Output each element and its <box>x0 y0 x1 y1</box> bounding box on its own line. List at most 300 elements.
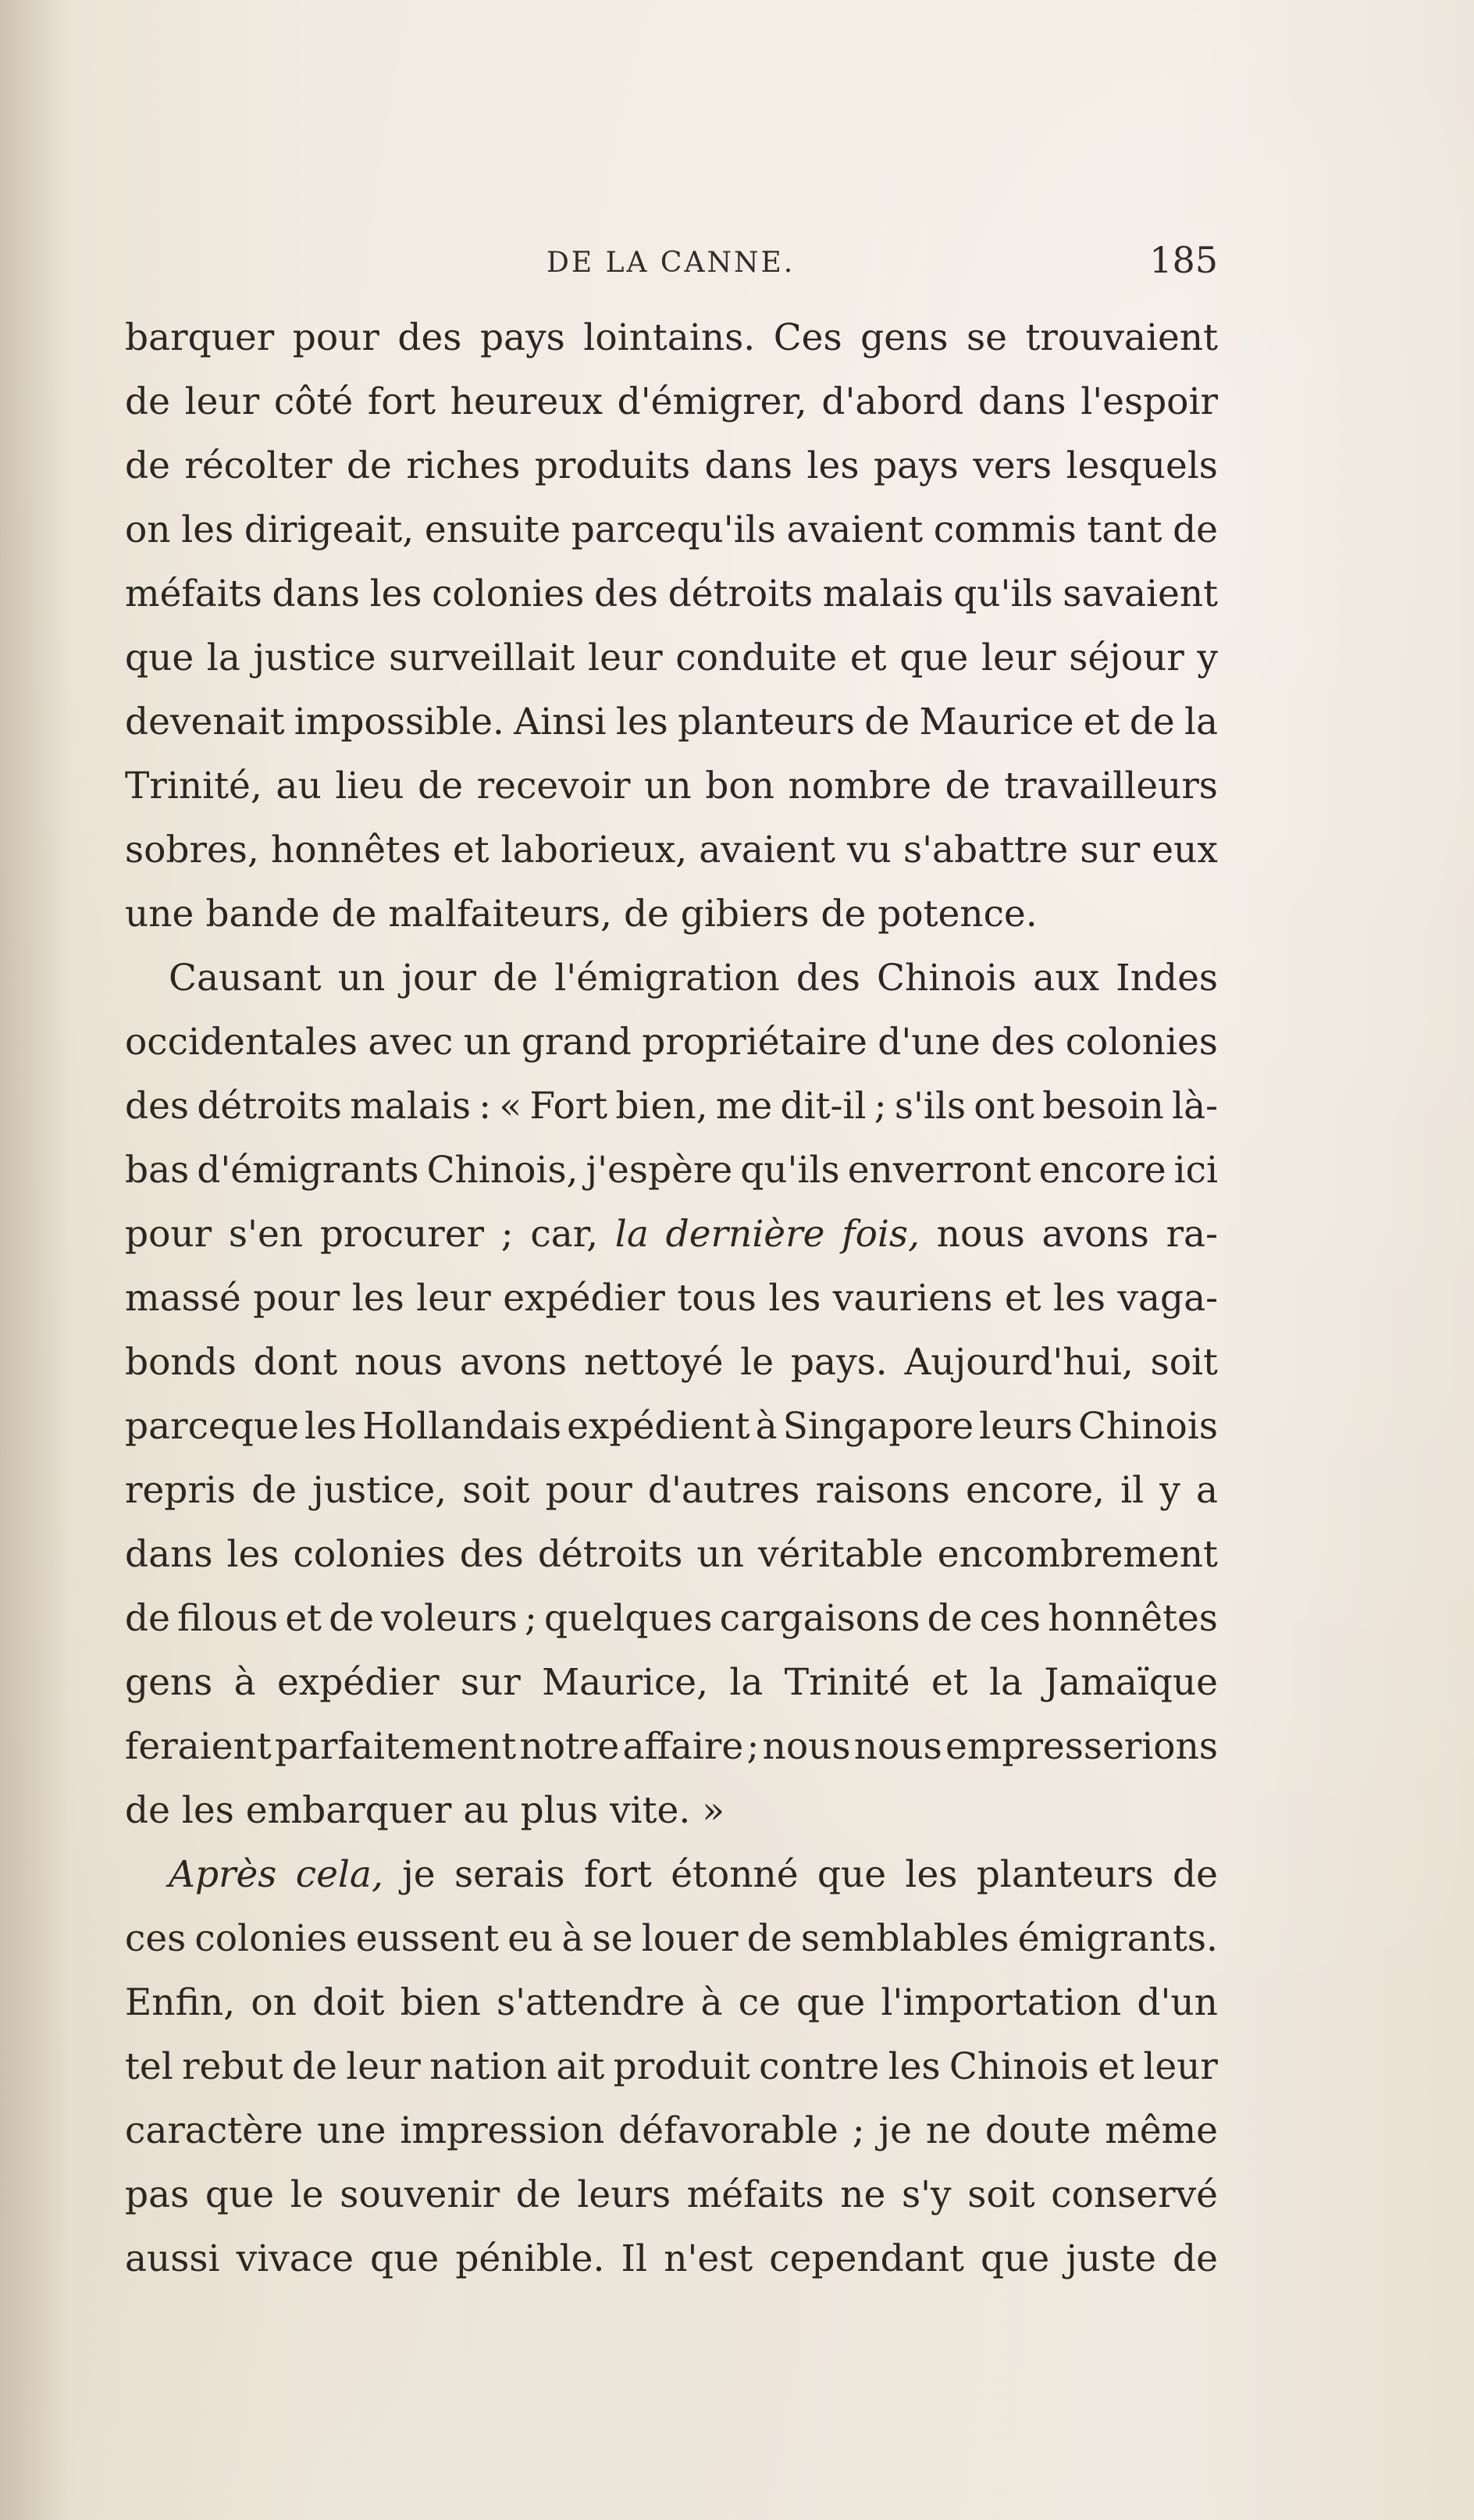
word: à <box>233 1661 256 1704</box>
word: gens <box>125 1661 213 1704</box>
word: là- <box>1172 1085 1218 1128</box>
word: colonies <box>1065 1021 1218 1064</box>
word: aussi <box>125 2237 220 2280</box>
word: véritable <box>758 1533 924 1576</box>
word: émigrants. <box>1017 1917 1218 1960</box>
word: au <box>463 1789 509 1832</box>
word: colonies <box>432 572 585 615</box>
word: et <box>452 829 490 871</box>
word: Fort <box>529 1085 608 1128</box>
word: pays <box>479 316 565 359</box>
text-line <box>125 946 1218 1010</box>
word: des <box>459 1533 524 1576</box>
word: me <box>715 1085 773 1128</box>
word: conduite <box>675 636 838 679</box>
word: ; <box>874 1085 887 1128</box>
word: jour <box>401 957 477 1000</box>
word: honnêtes <box>1048 1597 1218 1640</box>
word: à <box>561 1917 584 1960</box>
word: une <box>125 893 194 936</box>
word: je <box>878 2109 912 2152</box>
word: expédier <box>503 1277 665 1320</box>
word: ce <box>738 1981 781 2024</box>
word: se <box>966 316 1007 359</box>
word: fort <box>583 1853 652 1896</box>
word: tous <box>677 1277 757 1320</box>
text-line <box>125 1395 1218 1459</box>
word: leur <box>416 1277 491 1320</box>
word: Maurice, <box>542 1661 709 1704</box>
body-text <box>125 306 1218 2291</box>
word: ; <box>525 1597 537 1640</box>
word: devenait <box>125 700 285 743</box>
word: détroits <box>537 1533 683 1576</box>
word: malfaiteurs, <box>388 893 612 936</box>
text-line <box>125 1779 1218 1843</box>
word: laborieux, <box>500 829 688 871</box>
word: procurer <box>319 1213 485 1256</box>
text-line <box>125 370 1218 434</box>
word: nous <box>762 1725 851 1768</box>
word: de <box>291 2045 337 2088</box>
word: colonies <box>293 1533 446 1576</box>
word: pas <box>125 2173 190 2216</box>
text-line <box>125 434 1218 498</box>
word: » <box>702 1789 725 1832</box>
word: de <box>418 765 464 807</box>
word: Il <box>621 2237 648 2280</box>
word: malais <box>822 572 944 615</box>
word: ait <box>556 2045 605 2088</box>
word: Ces <box>773 316 842 359</box>
word: soit <box>462 1469 530 1512</box>
word: planteurs <box>678 700 856 743</box>
word: dans <box>125 1533 213 1576</box>
word: caractère <box>125 2109 304 2152</box>
word: Causant <box>169 957 322 1000</box>
word: sur <box>1080 829 1141 871</box>
word: nation <box>429 2045 547 2088</box>
word: de <box>125 380 170 423</box>
word: lointains. <box>583 316 756 359</box>
word: Chinois, <box>426 1149 579 1192</box>
word: planteurs <box>976 1853 1154 1896</box>
word: méfaits <box>125 572 262 615</box>
word: ont <box>974 1085 1034 1128</box>
word: on <box>251 1981 297 2024</box>
word: ; <box>852 2109 865 2152</box>
word: parceque <box>125 1405 299 1448</box>
word: y <box>1159 1469 1180 1512</box>
word: de <box>125 1597 170 1640</box>
word: a <box>1195 1469 1218 1512</box>
word: conservé <box>1051 2173 1218 2216</box>
text-line <box>125 1907 1218 1971</box>
word: que <box>370 2237 440 2280</box>
word: semblables <box>800 1917 1009 1960</box>
word: Maurice <box>919 700 1074 743</box>
word: que <box>125 636 194 679</box>
text-line <box>125 690 1218 754</box>
word: des <box>796 957 860 1000</box>
word: leur <box>588 636 663 679</box>
word: s'y <box>902 2173 952 2216</box>
word: Après <box>169 1853 277 1896</box>
word: de <box>945 765 991 807</box>
word: de <box>1173 508 1218 551</box>
word: l'émigration <box>554 957 780 1000</box>
word: justice <box>253 636 376 679</box>
word: Trinité <box>784 1661 910 1704</box>
word: souvenir <box>340 2173 500 2216</box>
word: que <box>817 1853 887 1896</box>
word: de <box>821 893 867 936</box>
word: d'un <box>1137 1981 1218 2024</box>
word: de <box>346 444 392 487</box>
word: qu'ils <box>953 572 1053 615</box>
word: les <box>369 572 422 615</box>
word: se <box>592 1917 633 1960</box>
word: d'autres <box>647 1469 800 1512</box>
word: que <box>899 636 969 679</box>
word: détroits <box>668 572 814 615</box>
word: récolter <box>184 444 333 487</box>
word: Jamaïque <box>1044 1661 1218 1704</box>
word: qu'ils <box>740 1149 840 1192</box>
word: ra- <box>1166 1213 1218 1256</box>
word: les <box>768 1277 821 1320</box>
word: avaient <box>699 829 835 871</box>
word: on <box>125 508 171 551</box>
word: Hollandais <box>362 1405 562 1448</box>
word: ; <box>746 1725 760 1768</box>
text-line <box>125 1010 1218 1075</box>
word: cela, <box>295 1853 383 1896</box>
word: nombre <box>788 765 932 807</box>
word: doute <box>984 2109 1091 2152</box>
text-line <box>125 1203 1218 1267</box>
word: des <box>397 316 462 359</box>
word: s'en <box>228 1213 304 1256</box>
word: expédient <box>567 1405 750 1448</box>
word: à <box>700 1981 723 2024</box>
word: vu <box>847 829 892 871</box>
word: les <box>1052 1277 1106 1320</box>
word: : <box>479 1085 492 1128</box>
word: potence. <box>878 893 1038 936</box>
word: filous <box>177 1597 279 1640</box>
word: une <box>317 2109 386 2152</box>
word: des <box>125 1085 190 1128</box>
word: leur <box>981 636 1056 679</box>
word: de <box>1173 1853 1218 1896</box>
word: les <box>806 444 860 487</box>
word: la <box>729 1661 764 1704</box>
text-line <box>125 498 1218 562</box>
word: dont <box>253 1341 338 1384</box>
word: serais <box>454 1853 565 1896</box>
word: n'est <box>664 2237 753 2280</box>
text-line <box>125 1523 1218 1587</box>
word: ; <box>500 1213 514 1256</box>
word: recevoir <box>476 765 631 807</box>
text-line <box>125 1715 1218 1779</box>
word: aux <box>1033 957 1099 1000</box>
word: grand <box>521 1021 632 1064</box>
word: détroits <box>197 1085 342 1128</box>
word: fois, <box>842 1213 920 1256</box>
word: tel <box>125 2045 173 2088</box>
text-line <box>125 2163 1218 2227</box>
word: voleurs <box>381 1597 518 1640</box>
word: de <box>1129 700 1175 743</box>
word: que <box>980 2237 1050 2280</box>
word: étonné <box>671 1853 799 1896</box>
word: les <box>351 1277 404 1320</box>
word: la <box>988 1661 1023 1704</box>
word: les <box>615 700 668 743</box>
word: j'espère <box>586 1149 733 1192</box>
word: de <box>746 1917 792 1960</box>
word: de <box>329 1597 375 1640</box>
word: dans <box>272 572 360 615</box>
word: sur <box>460 1661 521 1704</box>
word: ces <box>979 1597 1041 1640</box>
word: d'émigrants <box>197 1149 419 1192</box>
word: propriétaire <box>642 1021 867 1064</box>
word: d'émigrer, <box>617 380 807 423</box>
word: dit-il <box>780 1085 867 1128</box>
word: leur <box>346 2045 421 2088</box>
word: et <box>1098 2045 1134 2088</box>
word: s'ils <box>894 1085 967 1128</box>
word: vivace <box>236 2237 354 2280</box>
word: avons <box>459 1341 568 1384</box>
word: séjour <box>1069 636 1184 679</box>
text-line <box>125 2227 1218 2291</box>
word: feraient <box>125 1725 272 1768</box>
word: méfaits <box>686 2173 824 2216</box>
word: impression <box>400 2109 605 2152</box>
word: il <box>1120 1469 1145 1512</box>
word: de <box>515 2173 561 2216</box>
word: Enfin, <box>125 1981 236 2024</box>
running-title: DE LA CANNE. <box>547 247 796 279</box>
word: lesquels <box>1066 444 1218 487</box>
word: et <box>1004 1277 1041 1320</box>
word: de <box>927 1597 973 1640</box>
word: raisons <box>815 1469 950 1512</box>
word: cargaisons <box>719 1597 920 1640</box>
word: dernière <box>665 1213 825 1256</box>
word: gibiers <box>680 893 810 936</box>
word: sobres, <box>125 829 259 871</box>
word: produit <box>613 2045 750 2088</box>
word: affaire <box>622 1725 744 1768</box>
word: justice, <box>312 1469 447 1512</box>
word: savaient <box>1063 572 1218 615</box>
word: heureux <box>450 380 603 423</box>
word: rebut <box>182 2045 283 2088</box>
word: tant <box>1087 508 1162 551</box>
word: eussent <box>355 1917 500 1960</box>
text-line <box>125 562 1218 626</box>
word: Chinois <box>949 2045 1089 2088</box>
word: les <box>905 1853 958 1896</box>
word: l'espoir <box>1081 380 1218 423</box>
word: lieu <box>335 765 404 807</box>
word: vite. <box>610 1789 691 1832</box>
word: barquer <box>125 316 275 359</box>
word: repris <box>125 1469 236 1512</box>
word: travailleurs <box>1004 765 1218 807</box>
text-line <box>125 1971 1218 2035</box>
word: les <box>181 1789 234 1832</box>
text-line <box>125 1587 1218 1651</box>
word: ici <box>1173 1149 1218 1192</box>
word: de <box>125 1789 170 1832</box>
word: l'importation <box>881 1981 1122 2024</box>
text-line <box>125 1843 1218 1907</box>
word: ne <box>925 2109 971 2152</box>
word: honnêtes <box>270 829 441 871</box>
word: pays. <box>790 1341 888 1384</box>
word: plus <box>520 1789 599 1832</box>
word: soit <box>1150 1341 1218 1384</box>
text-line <box>125 2099 1218 2163</box>
word: Aujourd'hui, <box>904 1341 1134 1384</box>
word: avons <box>1041 1213 1149 1256</box>
word: un <box>644 765 692 807</box>
word: doit <box>312 1981 385 2024</box>
word: eu <box>507 1917 554 1960</box>
binding-shadow <box>0 0 70 2520</box>
word: empresserions <box>945 1725 1218 1768</box>
text-line <box>125 1139 1218 1203</box>
word: le <box>740 1341 774 1384</box>
word: de <box>125 444 170 487</box>
word: y <box>1197 636 1218 679</box>
word: nous <box>853 1725 942 1768</box>
word: car, <box>530 1213 599 1256</box>
word: encombrement <box>937 1533 1218 1576</box>
word: je <box>402 1853 436 1896</box>
word: soit <box>967 2173 1035 2216</box>
word: expédier <box>276 1661 440 1704</box>
word: la <box>206 636 240 679</box>
word: de <box>251 1469 297 1512</box>
word: vaga- <box>1117 1277 1218 1320</box>
word: eux <box>1152 829 1218 871</box>
text-line <box>125 1075 1218 1139</box>
word: vers <box>973 444 1052 487</box>
word: un <box>337 957 386 1000</box>
word: surveillait <box>389 636 575 679</box>
word: de <box>331 893 377 936</box>
word: que <box>796 1981 866 2024</box>
word: pour <box>125 1213 212 1256</box>
word: pays <box>873 444 959 487</box>
word: de <box>623 893 669 936</box>
word: pour <box>253 1277 340 1320</box>
word: trouvaient <box>1025 316 1218 359</box>
word: côté <box>273 380 354 423</box>
word: contre <box>759 2045 880 2088</box>
word: « <box>499 1085 522 1128</box>
word: bien <box>400 1981 481 2024</box>
word: nettoyé <box>583 1341 724 1384</box>
text-line <box>125 754 1218 818</box>
word: colonies <box>194 1917 347 1960</box>
word: leurs <box>577 2173 671 2216</box>
running-head <box>125 234 1218 297</box>
word: riches <box>406 444 521 487</box>
word: quelques <box>544 1597 713 1640</box>
word: avec <box>368 1021 454 1064</box>
word: les <box>888 2045 941 2088</box>
word: embarquer <box>245 1789 452 1832</box>
word: nous <box>354 1341 443 1384</box>
word: cependant <box>769 2237 964 2280</box>
word: et <box>931 1661 968 1704</box>
word: les <box>304 1405 357 1448</box>
word: parcequ'ils <box>571 508 776 551</box>
word: de <box>493 957 539 1000</box>
word: à <box>755 1405 778 1448</box>
text-line <box>125 1459 1218 1523</box>
word: de <box>864 700 910 743</box>
word: au <box>276 765 322 807</box>
word: ensuite <box>424 508 561 551</box>
word: dans <box>978 380 1066 423</box>
word: et <box>849 636 887 679</box>
word: encore, <box>966 1469 1105 1512</box>
word: bonds <box>125 1341 237 1384</box>
word: dirigeait, <box>244 508 415 551</box>
word: pour <box>545 1469 632 1512</box>
word: avaient <box>786 508 924 551</box>
word: bon <box>705 765 774 807</box>
word: commis <box>933 508 1077 551</box>
word: de <box>1173 2237 1218 2280</box>
word: Singapore <box>782 1405 974 1448</box>
word: un <box>696 1533 744 1576</box>
text-line <box>125 306 1218 370</box>
word: dans <box>704 444 793 487</box>
word: juste <box>1066 2237 1156 2280</box>
word: Chinois <box>1077 1405 1218 1448</box>
word: des <box>991 1021 1056 1064</box>
word: leur <box>1143 2045 1218 2088</box>
word: et <box>285 1597 322 1640</box>
word: Trinité, <box>125 765 262 807</box>
word: la <box>614 1213 649 1256</box>
word: d'une <box>878 1021 981 1064</box>
word: gens <box>860 316 949 359</box>
word: et <box>1083 700 1120 743</box>
word: enverront <box>847 1149 1031 1192</box>
page-number: 185 <box>1149 239 1218 281</box>
word: les <box>181 508 234 551</box>
word: pour <box>292 316 379 359</box>
word: vauriens <box>832 1277 993 1320</box>
word: ne <box>840 2173 886 2216</box>
word: impossible. <box>294 700 504 743</box>
word: bas <box>125 1149 190 1192</box>
word: louer <box>641 1917 739 1960</box>
word: que <box>205 2173 275 2216</box>
word: parfaitement <box>274 1725 517 1768</box>
